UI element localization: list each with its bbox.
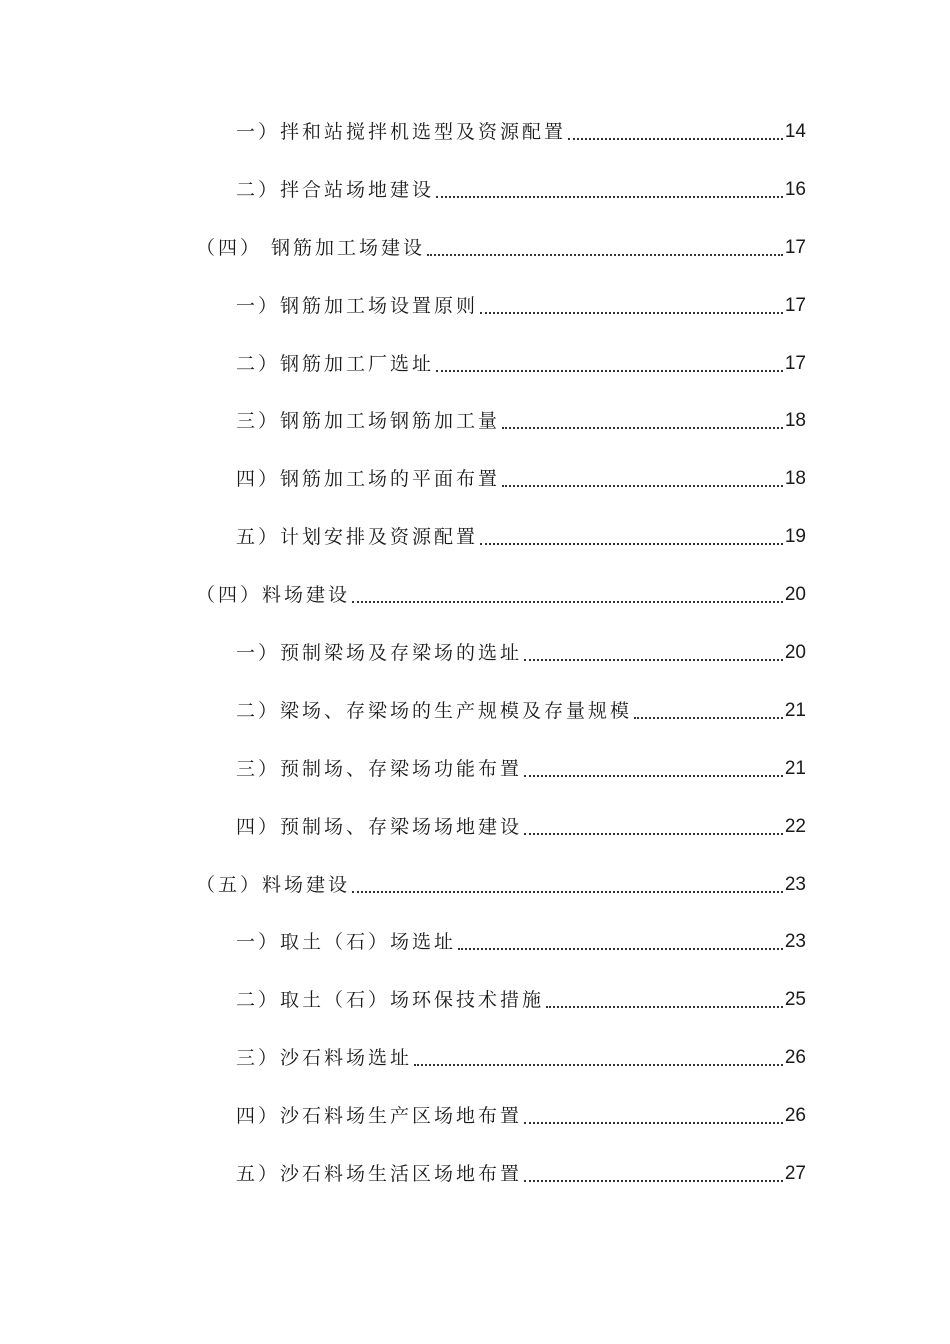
toc-leader-dots bbox=[436, 370, 783, 372]
toc-entry-label: 三）钢筋加工场钢筋加工量 bbox=[236, 410, 501, 433]
toc-entry-label: 一）取土（石）场选址 bbox=[236, 931, 457, 954]
toc-leader-dots bbox=[436, 196, 783, 198]
toc-entry[interactable] bbox=[0, 1152, 950, 1210]
toc-entry-row bbox=[236, 176, 806, 204]
toc-leader-dots bbox=[427, 254, 783, 256]
toc-entry-label: （四）料场建设 bbox=[196, 584, 351, 607]
toc-entry-label: 三）沙石料场选址 bbox=[236, 1047, 413, 1070]
toc-entry-row bbox=[236, 118, 806, 146]
toc-entry[interactable] bbox=[0, 110, 950, 168]
toc-entry[interactable] bbox=[0, 573, 950, 631]
toc-entry-label: 五）沙石料场生活区场地布置 bbox=[236, 1163, 523, 1186]
toc-page-number: 21 bbox=[784, 757, 806, 779]
toc-entry-row bbox=[196, 581, 806, 609]
toc-entry[interactable] bbox=[0, 1036, 950, 1094]
toc-entry-row bbox=[236, 350, 806, 378]
toc-entry-label: 三）预制场、存梁场功能布置 bbox=[236, 757, 523, 780]
toc-page-number: 18 bbox=[784, 468, 806, 490]
toc-leader-dots bbox=[352, 891, 783, 893]
toc-page-number: 23 bbox=[784, 873, 806, 895]
toc-page-number: 26 bbox=[784, 1047, 806, 1069]
toc-entry[interactable] bbox=[0, 920, 950, 978]
toc-entry-row bbox=[236, 1044, 806, 1072]
toc-entry-row bbox=[236, 465, 806, 493]
toc-leader-dots bbox=[480, 543, 783, 545]
toc-leader-dots bbox=[502, 485, 783, 487]
toc-entry-row bbox=[236, 697, 806, 725]
toc-entry-row bbox=[236, 755, 806, 783]
toc-entry-row bbox=[236, 639, 806, 667]
toc-leader-dots bbox=[524, 659, 783, 661]
toc-page-number: 17 bbox=[784, 294, 806, 316]
toc-entry[interactable] bbox=[0, 168, 950, 226]
toc-leader-dots bbox=[524, 775, 783, 777]
toc-page-number: 14 bbox=[784, 121, 806, 142]
toc-page-number: 25 bbox=[784, 989, 806, 1011]
toc-entry[interactable] bbox=[0, 747, 950, 805]
toc-page-number: 16 bbox=[784, 178, 806, 200]
toc-leader-dots bbox=[480, 312, 783, 314]
toc-entry-label: 二）梁场、存梁场的生产规模及存量规模 bbox=[236, 699, 633, 722]
toc-entry[interactable] bbox=[0, 457, 950, 515]
toc-entry[interactable] bbox=[0, 863, 950, 921]
toc-leader-dots bbox=[414, 1064, 783, 1066]
toc-entry-label: 一）预制梁场及存梁场的选址 bbox=[236, 642, 523, 665]
toc-entry-row bbox=[236, 813, 806, 841]
toc-leader-dots bbox=[524, 833, 783, 835]
toc-leader-dots bbox=[634, 717, 783, 719]
toc-entry[interactable] bbox=[0, 342, 950, 400]
toc-entry[interactable] bbox=[0, 631, 950, 689]
toc-entry-label: 二）取土（石）场环保技术措施 bbox=[236, 989, 545, 1012]
toc-leader-dots bbox=[568, 138, 783, 140]
toc-entry-row bbox=[196, 871, 806, 899]
toc-entry-row bbox=[236, 407, 806, 435]
toc-leader-dots bbox=[546, 1006, 783, 1008]
toc-entry[interactable] bbox=[0, 689, 950, 747]
toc-page-number: 17 bbox=[784, 236, 806, 258]
toc-entry[interactable] bbox=[0, 805, 950, 863]
toc-entry-row bbox=[196, 234, 806, 262]
toc-entry[interactable] bbox=[0, 284, 950, 342]
toc-entry[interactable] bbox=[0, 515, 950, 573]
toc-page-number: 23 bbox=[784, 931, 806, 953]
toc-page-number: 26 bbox=[784, 1105, 806, 1127]
toc-page-number: 19 bbox=[784, 526, 806, 548]
toc-leader-dots bbox=[524, 1180, 783, 1182]
toc-leader-dots bbox=[524, 1122, 783, 1124]
toc-page-number: 22 bbox=[784, 815, 806, 837]
toc-page-number: 21 bbox=[784, 699, 806, 721]
toc-entry-row bbox=[236, 986, 806, 1014]
toc-entry-row bbox=[236, 1102, 806, 1130]
toc-entry[interactable] bbox=[0, 399, 950, 457]
toc-leader-dots bbox=[458, 948, 783, 950]
toc-entry-label: 一）钢筋加工场设置原则 bbox=[236, 294, 479, 317]
toc-page-number: 20 bbox=[784, 642, 806, 664]
toc-entry-label: 二）钢筋加工厂选址 bbox=[236, 352, 435, 375]
toc-entry[interactable] bbox=[0, 978, 950, 1036]
toc-entry-label: 四）钢筋加工场的平面布置 bbox=[236, 468, 501, 491]
toc-page-number: 18 bbox=[784, 410, 806, 432]
toc-entry-row bbox=[236, 523, 806, 551]
toc-entry-label: 四）预制场、存梁场场地建设 bbox=[236, 815, 523, 838]
toc-entry-label: （五）料场建设 bbox=[196, 873, 351, 896]
toc-leader-dots bbox=[352, 601, 783, 603]
toc-page-number: 17 bbox=[784, 352, 806, 374]
toc-entry[interactable] bbox=[0, 1094, 950, 1152]
toc-page-number: 20 bbox=[784, 584, 806, 606]
toc-entry-row bbox=[236, 292, 806, 320]
toc-entry-label: 一）拌和站搅拌机选型及资源配置 bbox=[236, 121, 567, 143]
toc-entry-label: （四） 钢筋加工场建设 bbox=[196, 236, 426, 259]
toc-entry[interactable] bbox=[0, 226, 950, 284]
toc-entry-label: 二）拌合站场地建设 bbox=[236, 178, 435, 201]
toc-leader-dots bbox=[502, 427, 783, 429]
table-of-contents bbox=[0, 110, 950, 1210]
toc-entry-row bbox=[236, 928, 806, 956]
toc-entry-row bbox=[236, 1160, 806, 1188]
toc-page-number: 27 bbox=[784, 1163, 806, 1185]
toc-entry-label: 五）计划安排及资源配置 bbox=[236, 526, 479, 549]
toc-entry-label: 四）沙石料场生产区场地布置 bbox=[236, 1105, 523, 1128]
